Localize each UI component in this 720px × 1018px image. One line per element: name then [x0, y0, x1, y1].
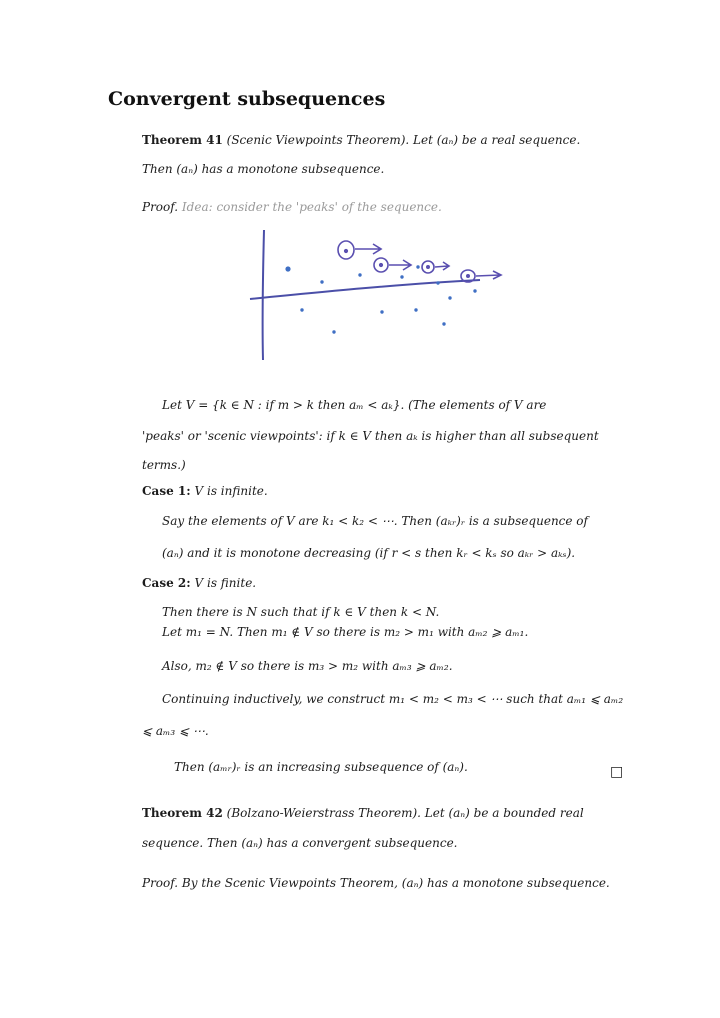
peak-dot [467, 275, 469, 277]
proof-idea-text: Idea: consider the 'peaks' of the sequence. [181, 200, 442, 214]
sequence-dot [358, 273, 361, 276]
peak-arrow [476, 271, 501, 279]
sequence-dot [416, 265, 419, 268]
qed-symbol: □ [610, 764, 624, 780]
proof-label: Proof. [142, 200, 179, 214]
theorem-42-proof: Proof. By the Scenic Viewpoints Theorem, (aₙ) has a monotone subsequence. [142, 876, 610, 890]
peak-dot [427, 266, 429, 268]
case-2-line-1: Then there is N such that if k ∈ V then k < N. [162, 605, 440, 619]
case-2-line-5: ⩽ aₘ₃ ⩽ ⋯. [142, 724, 209, 738]
sequence-dot [285, 266, 290, 271]
case-2-conclusion: Then (aₘᵣ)ᵣ is an increasing subsequence of (aₙ). [174, 760, 468, 774]
sequence-dot [436, 281, 439, 284]
case-2-condition: V is finite. [194, 576, 257, 590]
theorem-41-heading: Theorem 41 [142, 133, 223, 147]
sequence-dot [400, 275, 403, 278]
case-1-line-2: (aₙ) and it is monotone decreasing (if r < s then kᵣ < kₛ so aₖᵣ > aₖₛ). [162, 546, 576, 560]
theorem-42-statement: (Bolzano-Weierstrass Theorem). Let (aₙ) be a bounded real [226, 806, 584, 820]
case-1-label: Case 1: [142, 484, 191, 498]
case-2-label: Case 2: [142, 576, 191, 590]
page-title: Convergent subsequences [108, 88, 386, 110]
peak-dot [345, 250, 348, 253]
case-2-line-3: Also, m₂ ∉ V so there is m₃ > m₂ with aₘ₃ ⩾ aₘ₂. [162, 659, 453, 673]
sequence-dot [320, 280, 323, 283]
definition-line-1: Let V = {k ∈ N : if m > k then aₘ < aₖ}. (The elements of V are [162, 398, 547, 412]
peak-markers [338, 241, 501, 282]
case-2-heading [142, 576, 256, 590]
sequence-dot [380, 310, 383, 313]
proof-idea-line [142, 200, 442, 214]
case-2-line-2: Let m₁ = N. Then m₁ ∉ V so there is m₂ > m₁ with aₘ₂ ⩾ aₘ₁. [162, 625, 529, 639]
case-1-heading [142, 484, 268, 498]
sequence-dot [332, 330, 335, 333]
sketch-vertical-axis [263, 230, 264, 360]
definition-line-2: 'peaks' or 'scenic viewpoints': if k ∈ V then aₖ is higher than all subsequent [142, 429, 599, 443]
theorem-41-name: (Scenic Viewpoints Theorem). [226, 133, 410, 147]
sequence-dot [473, 289, 476, 292]
theorem-41-line-2: Then (aₙ) has a monotone subsequence. [142, 162, 385, 176]
peaks-sketch [240, 220, 510, 365]
sketch-horizontal-axis [250, 280, 480, 299]
theorem-42-line-2: sequence. Then (aₙ) has a convergent subsequence. [142, 836, 458, 850]
case-2-line-4: Continuing inductively, we construct m₁ < m₂ < m₃ < ⋯ such that aₘ₁ ⩽ aₘ₂ [162, 692, 624, 706]
case-1-condition: V is infinite. [194, 484, 268, 498]
sequence-dot [448, 296, 451, 299]
sequence-dot [442, 322, 445, 325]
theorem-41-line-1 [142, 133, 580, 147]
theorem-41-statement: Let (aₙ) be a real sequence. [413, 133, 581, 147]
peak-arrow [389, 260, 411, 270]
peak-arrow [355, 244, 381, 254]
theorem-42-heading: Theorem 42 [142, 806, 223, 820]
sequence-dots [285, 265, 476, 333]
theorem-42-line-1 [142, 806, 584, 820]
peak-dot [380, 264, 383, 267]
sequence-dot [300, 308, 303, 311]
case-1-line-1: Say the elements of V are k₁ < k₂ < ⋯. Then (aₖᵣ)ᵣ is a subsequence of [162, 514, 588, 528]
definition-line-3: terms.) [142, 458, 186, 472]
peak-arrow [435, 262, 449, 270]
sequence-dot [414, 308, 417, 311]
